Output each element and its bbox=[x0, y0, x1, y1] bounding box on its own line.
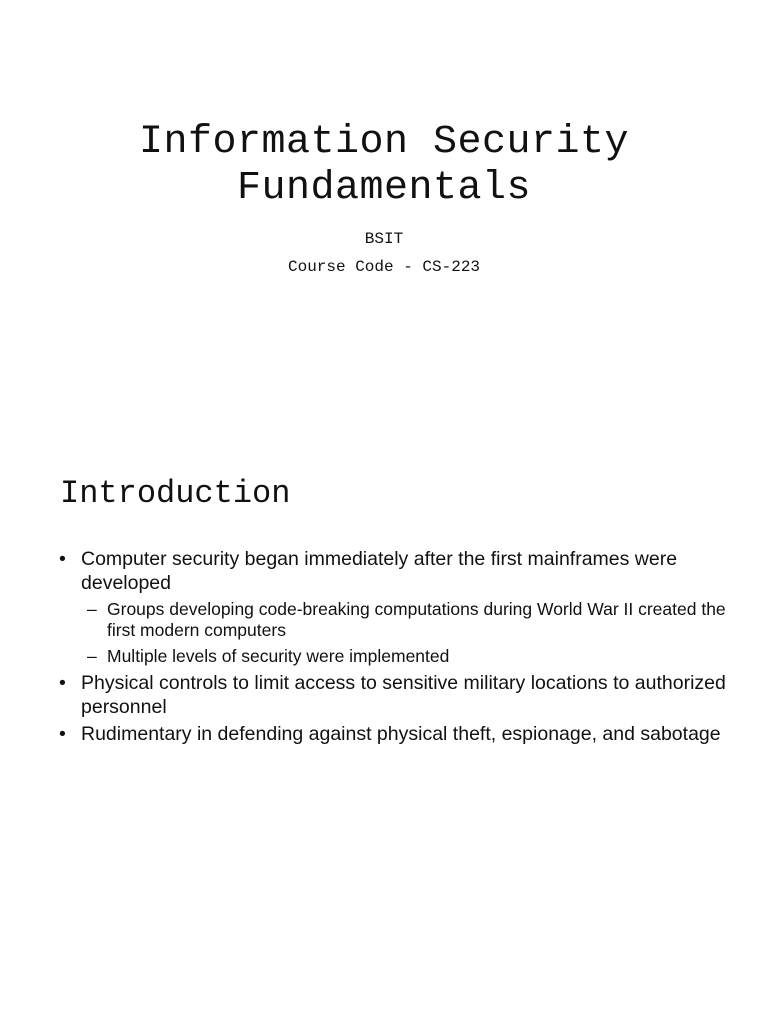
bullet-item bbox=[58, 672, 728, 719]
sub-bullet-text: Multiple levels of security were implemented bbox=[107, 646, 450, 666]
sub-bullet-list bbox=[81, 599, 728, 667]
bullet-marker: • bbox=[59, 548, 66, 570]
bullet-marker: • bbox=[59, 672, 66, 694]
bullet-text: Rudimentary in defending against physical theft, espionage, and sabotage bbox=[81, 723, 721, 745]
sub-bullet-marker: – bbox=[87, 599, 97, 619]
bullet-text: Computer security began immediately after the first mainframes were developed bbox=[81, 548, 678, 594]
sub-bullet-item bbox=[81, 599, 728, 641]
bullet-text: Physical controls to limit access to sensitive military locations to authorized personnel bbox=[81, 672, 726, 718]
sub-bullet-text: Groups developing code-breaking computations during World War II created the first modern computers bbox=[107, 599, 726, 640]
section-heading-introduction: Introduction bbox=[60, 475, 291, 512]
program-label: BSIT bbox=[364, 230, 404, 248]
bullet-item bbox=[58, 548, 728, 667]
bullet-list bbox=[58, 548, 728, 751]
sub-bullet-marker: – bbox=[87, 646, 97, 666]
sub-bullet-item bbox=[81, 646, 728, 667]
course-code-label: Course Code - CS-223 bbox=[287, 258, 481, 276]
bullet-marker: • bbox=[59, 723, 66, 745]
bullet-item bbox=[58, 723, 728, 747]
slide-title: Information Security Fundamentals bbox=[138, 120, 630, 211]
